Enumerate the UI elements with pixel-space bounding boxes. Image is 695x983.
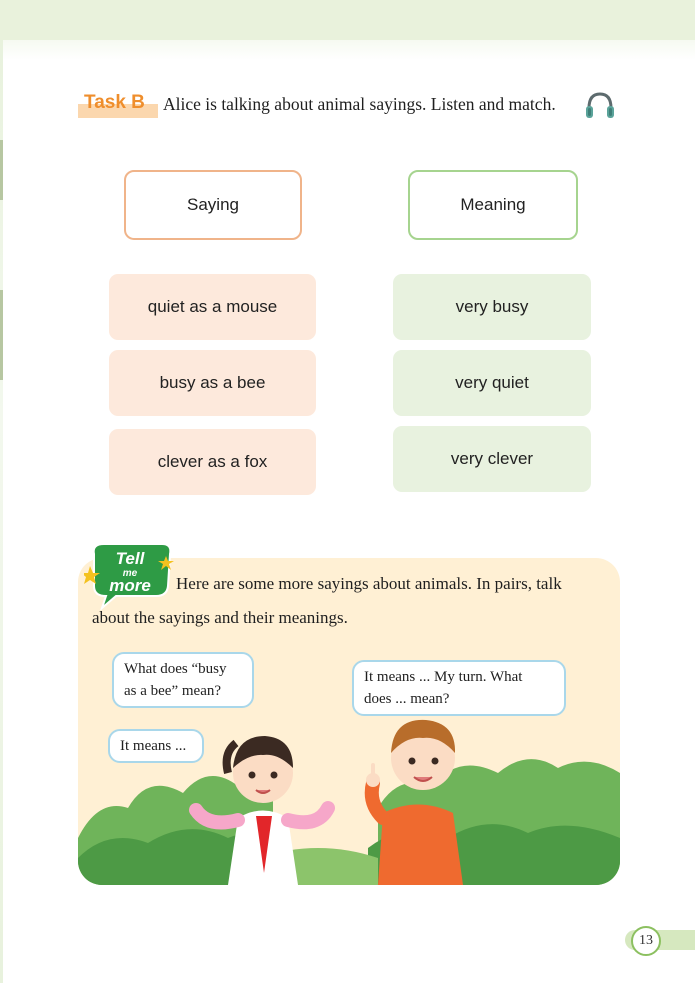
- saying-header: [124, 170, 302, 240]
- saying-text: quiet as a mouse: [147, 297, 278, 316]
- girl-thought-bubble: [108, 729, 204, 763]
- task-instruction: Alice is talking about animal sayings. Listen and match.: [163, 94, 556, 114]
- top-band: [0, 0, 695, 40]
- top-fade: [0, 40, 695, 60]
- edge-mark: [0, 290, 3, 380]
- saying-header-label: Saying: [187, 195, 239, 214]
- meaning-text: very busy: [455, 297, 529, 316]
- boy-speech-bubble: [352, 660, 566, 716]
- tell-me-more-text-line2: about the sayings and their meanings.: [92, 608, 348, 627]
- tell-me-more-badge: [84, 540, 176, 610]
- left-edge-strip: [0, 40, 3, 983]
- meaning-header: [408, 170, 578, 240]
- badge-word: Tell: [115, 549, 145, 568]
- meaning-text: very clever: [450, 449, 534, 468]
- meaning-card[interactable]: [393, 274, 591, 340]
- bubble-line: What does “busy: [124, 661, 227, 677]
- saying-text: busy as a bee: [159, 373, 266, 392]
- task-label: Task B: [84, 92, 145, 113]
- bubble-line: It means ...: [120, 738, 187, 754]
- meaning-header-label: Meaning: [460, 195, 526, 214]
- page-number-text: 13: [639, 933, 653, 948]
- badge-word: me: [122, 568, 138, 579]
- saying-card[interactable]: [109, 274, 316, 340]
- meaning-text: very quiet: [455, 373, 529, 392]
- badge-word: more: [109, 576, 151, 595]
- tell-me-more-text-line1: Here are some more sayings about animals. In pairs, talk: [176, 574, 562, 593]
- bubble-line: does ... mean?: [364, 691, 450, 707]
- headphones-icon[interactable]: [583, 88, 617, 122]
- bubble-line: as a bee” mean?: [124, 683, 222, 699]
- saying-card[interactable]: [109, 429, 316, 495]
- edge-mark: [0, 140, 3, 200]
- page-number: [631, 926, 661, 956]
- saying-card[interactable]: [109, 350, 316, 416]
- meaning-card[interactable]: [393, 426, 591, 492]
- meaning-card[interactable]: [393, 350, 591, 416]
- girl-question-bubble: [112, 652, 254, 708]
- saying-text: clever as a fox: [157, 452, 268, 471]
- bubble-line: It means ... My turn. What: [364, 669, 523, 685]
